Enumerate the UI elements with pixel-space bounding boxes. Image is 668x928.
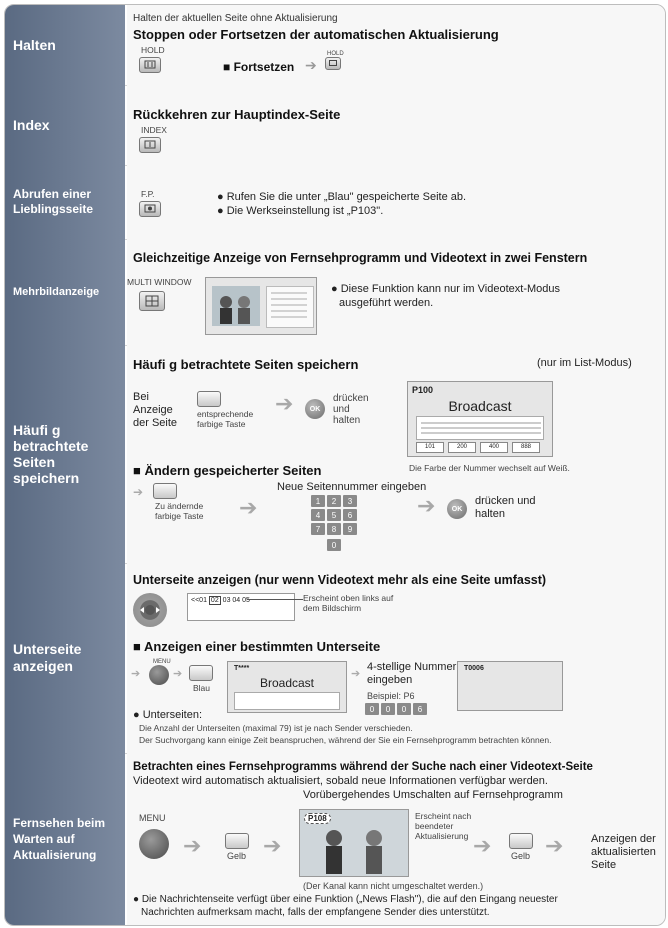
dpad-button[interactable] xyxy=(133,593,167,627)
zu-aendernde-line2: farbige Taste xyxy=(155,511,204,521)
fastext-cells xyxy=(416,442,540,453)
result-screen-page: T0006 xyxy=(464,665,484,672)
digit-key[interactable]: 6 xyxy=(413,703,427,715)
numpad-key[interactable]: 9 xyxy=(343,523,357,535)
fastext-cell: 400 xyxy=(480,442,508,453)
side-tv-line1: Fernsehen beim xyxy=(13,816,106,830)
news-flash-line2: Nachrichten aufmerksam macht, falls der empfangene Sender dies unterstützt. xyxy=(141,907,490,918)
side-save-line2: betrachtete xyxy=(13,438,89,454)
menu-label: MENU xyxy=(153,659,171,665)
ok-button[interactable] xyxy=(305,399,325,419)
section-seiten-speichern xyxy=(5,345,665,564)
numpad-key[interactable]: 2 xyxy=(327,495,341,507)
side-label-halten: Halten xyxy=(5,5,125,85)
fp-label: F.P. xyxy=(141,189,155,199)
section-unterseite xyxy=(5,563,665,754)
index-heading: Rückkehren zur Hauptindex-Seite xyxy=(133,107,341,122)
erscheint-line2: dem Bildschirm xyxy=(303,603,362,613)
digit-key[interactable]: 0 xyxy=(381,703,395,715)
fastext-cell: 888 xyxy=(512,442,540,453)
index-icon xyxy=(144,140,156,149)
zu-aendernde-line1: Zu ändernde xyxy=(155,501,204,511)
digit-key[interactable]: 0 xyxy=(365,703,379,715)
arrow-right-icon: ➔ xyxy=(305,57,317,73)
content-halten xyxy=(127,5,665,85)
blau-label: Blau xyxy=(193,683,211,693)
page-ready-badge: P108 xyxy=(304,813,331,824)
section-lieblingsseite xyxy=(5,165,665,240)
side-label-unterseite xyxy=(5,563,125,753)
callout-line xyxy=(247,599,303,600)
color-key-button[interactable] xyxy=(153,483,177,499)
side-label-speichern xyxy=(5,345,125,563)
tv-heading: Betrachten eines Fernsehprogramms während der Suche nach einer Videotext-Seite xyxy=(133,761,593,773)
arrow-right-icon: ➔ xyxy=(239,495,258,520)
multi-heading: Gleichzeitige Anzeige von Fernsehprogramm und Videotext in zwei Fenstern xyxy=(133,251,588,265)
subpage-screen-text xyxy=(234,692,340,710)
hold-small-button xyxy=(325,57,341,70)
fortsetzen-label: ■ Fortsetzen xyxy=(223,60,295,74)
blau-button[interactable] xyxy=(189,665,213,681)
teletext-lines-icon xyxy=(267,287,311,325)
erscheint-line1: Erscheint oben links auf xyxy=(303,593,394,603)
arrow-right-icon: ➔ xyxy=(131,668,141,680)
subpage-screen-title: Broadcast xyxy=(259,676,315,690)
side-tv-line3: Aktualisierung xyxy=(13,848,97,862)
bei-line1: Bei xyxy=(133,391,149,403)
multi-window-button[interactable] xyxy=(139,291,165,311)
arrow-right-icon: ➔ xyxy=(545,833,564,858)
ok-label: OK xyxy=(451,505,463,513)
section-fernsehen-warten xyxy=(5,753,665,925)
subpage-note-2: Der Suchvorgang kann einige Zeit beanspruchen, während der Sie ein Fernsehprogramm betrachten können. xyxy=(139,735,552,745)
bei-line3: der Seite xyxy=(133,417,178,429)
subpage-note-1: Die Anzahl der Unterseiten (maximal 79) ist je nach Sender verschieden. xyxy=(139,723,413,733)
numpad-key[interactable]: 6 xyxy=(343,509,357,521)
ok-button[interactable] xyxy=(447,499,467,519)
index-label: INDEX xyxy=(141,125,167,135)
section-halten xyxy=(5,5,665,86)
content-unterseite xyxy=(127,563,665,753)
bei-line2: Anzeige xyxy=(133,404,173,416)
halten-line1: Halten der aktuellen Seite ohne Aktualisierung xyxy=(133,13,338,24)
section-mehrbildanzeige xyxy=(5,239,665,346)
side-sub-line2: anzeigen xyxy=(13,658,73,674)
side-label-mehrbild: Mehrbildanzeige xyxy=(5,239,125,345)
teletext-manual-page xyxy=(4,4,666,926)
digit-key[interactable]: 0 xyxy=(397,703,411,715)
subpage-screen-page: T**** xyxy=(234,665,250,672)
side-save-line3: Seiten xyxy=(13,454,56,470)
arrow-right-icon: ➔ xyxy=(183,833,202,858)
color-change-caption: Die Farbe der Nummer wechselt auf Weiß. xyxy=(409,463,570,473)
anzeigen-line3: Seite xyxy=(591,859,617,871)
side-save-line1: Häufi g xyxy=(13,422,61,438)
druecken-line3: halten xyxy=(333,415,361,426)
fav-bullet-2: ● Die Werkseinstellung ist „P103". xyxy=(217,205,384,217)
numpad-key[interactable]: 4 xyxy=(311,509,325,521)
broadcast-screen xyxy=(407,381,553,457)
four-digit-line1: 4-stellige Nummer xyxy=(367,661,457,673)
numpad-key[interactable]: 8 xyxy=(327,523,341,535)
tv-picture-screen xyxy=(299,809,409,877)
kanal-note: (Der Kanal kann nicht umgeschaltet werden.) xyxy=(303,881,484,891)
result-screen xyxy=(457,661,563,711)
dpad-arrows-icon xyxy=(133,593,167,627)
tv-picture-thumb xyxy=(212,286,260,326)
gelb-button-1[interactable] xyxy=(225,833,249,849)
content-speichern xyxy=(127,345,665,563)
tv-line3: Vorübergehendes Umschalten auf Fernsehprogramm xyxy=(303,789,563,801)
section-index xyxy=(5,85,665,166)
gelb-label-2: Gelb xyxy=(511,851,531,861)
news-flash-line1: ● Die Nachrichtenseite verfügt über eine Funktion („News Flash"), die auf den Eingang neuester xyxy=(133,894,558,905)
numpad-key[interactable]: 1 xyxy=(311,495,325,507)
screen-page-number: P100 xyxy=(412,385,434,395)
druecken-und-line1: drücken und xyxy=(475,495,536,507)
content-index xyxy=(127,85,665,165)
anzeigen-line1: Anzeigen der xyxy=(591,833,656,845)
multi-window-icon xyxy=(145,295,159,307)
arrow-right-icon: ➔ xyxy=(417,493,436,518)
multi-window-label: MULTI WINDOW xyxy=(127,277,192,287)
tv-menu-button[interactable] xyxy=(139,829,169,859)
screen-text-area xyxy=(416,416,544,440)
neue-seitennummer: Neue Seitennummer eingeben xyxy=(277,481,427,493)
entsprechende-line2: farbige Taste xyxy=(197,419,246,429)
druecken-text xyxy=(333,393,369,426)
split-screen-illustration xyxy=(205,277,317,335)
specific-subpage-heading: ■ Anzeigen einer bestimmten Unterseite xyxy=(133,639,381,654)
fastext-cell: 101 xyxy=(416,442,444,453)
arrow-right-icon: ➔ xyxy=(263,833,282,858)
anzeigen-line2: aktualisierten xyxy=(591,846,656,858)
side-tv-line2: Warten auf xyxy=(13,832,75,846)
content-lieblingsseite xyxy=(127,165,665,239)
ok-label: OK xyxy=(309,405,321,413)
side-fav-line2: Lieblingsseite xyxy=(13,202,94,216)
unterseiten-label: ● Unterseiten: xyxy=(133,709,203,721)
hold-icon xyxy=(144,60,156,69)
arrow-right-icon: ➔ xyxy=(351,668,361,680)
gelb-button-2[interactable] xyxy=(509,833,533,849)
numpad-key[interactable]: 3 xyxy=(343,495,357,507)
side-label-index: Index xyxy=(5,85,125,165)
sub-heading: Unterseite anzeigen (nur wenn Videotext mehr als eine Seite umfasst) xyxy=(133,573,547,587)
hold-label: HOLD xyxy=(141,45,165,55)
fp-button[interactable] xyxy=(139,201,161,217)
erscheint-nach-line2: beendeter xyxy=(415,821,454,831)
gelb-label-1: Gelb xyxy=(227,851,247,861)
hold-small-label: HOLD xyxy=(327,51,344,57)
subpage-strip-rest: 03 04 05 xyxy=(222,597,250,604)
numpad-key[interactable]: 5 xyxy=(327,509,341,521)
side-label-fernsehen xyxy=(5,753,125,925)
numpad-key[interactable]: 7 xyxy=(311,523,325,535)
tv-line2: Videotext wird automatisch aktualisiert, sobald neue Informationen verfügbar werden. xyxy=(133,775,548,787)
multi-bullet-line2: ausgeführt werden. xyxy=(339,297,434,309)
arrow-right-icon: ➔ xyxy=(473,833,492,858)
fastext-cell: 200 xyxy=(448,442,476,453)
subpage-strip-start: <<01 xyxy=(191,597,207,604)
druecken-line1: drücken xyxy=(333,393,369,404)
side-label-lieblingsseite xyxy=(5,165,125,239)
halten-heading: Stoppen oder Fortsetzen der automatischen Aktualisierung xyxy=(133,27,499,42)
tv-menu-label: MENU xyxy=(139,813,166,823)
multi-bullet-line1: ● Diese Funktion kann nur im Videotext-Modus xyxy=(331,283,560,295)
subpage-screen xyxy=(227,661,347,713)
presenters-icon xyxy=(212,286,260,326)
fav-bullet-1: ● Rufen Sie die unter „Blau" gespeicherte Seite ab. xyxy=(217,191,467,203)
druecken-und-line2: halten xyxy=(475,508,505,520)
beispiel-label: Beispiel: P6 xyxy=(367,691,415,701)
arrow-right-icon: ➔ xyxy=(173,668,183,680)
side-fav-line1: Abrufen einer xyxy=(13,187,92,201)
hold-button[interactable] xyxy=(139,57,161,73)
erscheint-nach-line1: Erscheint nach xyxy=(415,811,472,821)
four-digit-line2: eingeben xyxy=(367,674,413,686)
content-fernsehen xyxy=(127,753,665,925)
subpage-strip xyxy=(187,593,295,621)
content-mehrbild xyxy=(127,239,665,345)
index-button[interactable] xyxy=(139,137,161,153)
color-key-button[interactable] xyxy=(197,391,221,407)
save-note: (nur im List-Modus) xyxy=(537,357,632,369)
erscheint-nach-line3: Aktualisierung xyxy=(415,831,469,841)
side-sub-line1: Unterseite xyxy=(13,641,82,657)
numpad-key[interactable]: 0 xyxy=(327,539,341,551)
arrow-right-icon: ➔ xyxy=(275,391,294,416)
hold-small-icon xyxy=(329,60,337,66)
text-lines-icon xyxy=(417,417,545,437)
teletext-thumb xyxy=(266,286,314,328)
save-heading: Häufi g betrachtete Seiten speichern xyxy=(133,357,359,372)
arrow-right-icon: ➔ xyxy=(133,485,144,499)
side-save-line4: speichern xyxy=(13,470,80,486)
subpage-selected: 02 xyxy=(210,597,219,604)
change-saved-heading: ■ Ändern gespeicherter Seiten xyxy=(133,463,322,478)
fp-icon xyxy=(144,204,156,213)
menu-button[interactable] xyxy=(149,665,169,685)
druecken-line2: und xyxy=(333,404,350,415)
entsprechende-line1: entsprechende xyxy=(197,409,254,419)
screen-title: Broadcast xyxy=(448,398,512,414)
